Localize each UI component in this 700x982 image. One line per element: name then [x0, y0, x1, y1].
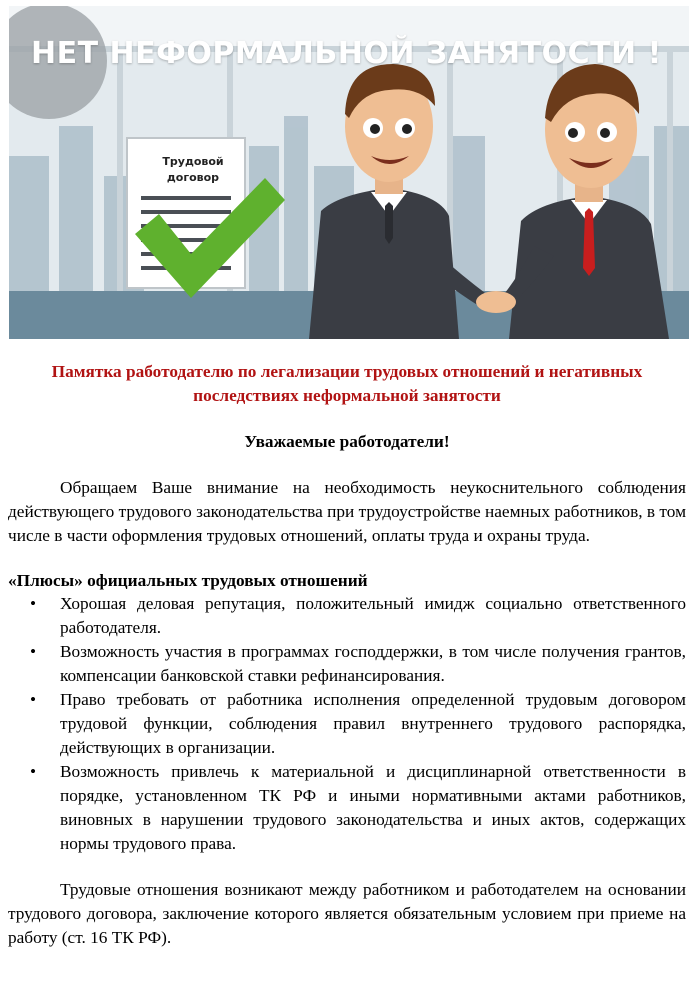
memo-title: Памятка работодателю по легализации трудовых отношений и негативных последствиях неформальной занятости: [51, 362, 643, 405]
list-item: [8, 760, 686, 856]
contract-document-label: Трудовой договор: [162, 155, 224, 184]
banner-title: НЕТ НЕФОРМАЛЬНОЙ ЗАНЯТОСТИ !: [31, 36, 662, 71]
list-item-text: Возможность привлечь к материальной и дисциплинарной ответственности в порядке, установленном ТК РФ и иными нормативными актами работников, виновных в нарушении трудового законодательства и иных актов, содержащих нормы трудового права.: [60, 762, 686, 853]
memo-content: [8, 360, 686, 950]
pluses-heading: «Плюсы» официальных трудовых отношений: [8, 571, 368, 590]
list-item: [8, 592, 686, 640]
pluses-list: [8, 592, 686, 856]
intro-paragraph: Обращаем Ваше внимание на необходимость неукоснительного соблюдения действующего трудового законодательства при трудоустройстве наемных работников, в том числе в части оформления трудовых отношений, оплаты труда и охраны труда.: [8, 478, 686, 545]
list-item-text: Право требовать от работника исполнения определенной трудовым договором трудовой функции, соблюдения правил внутреннего трудового распорядка, действующих в организации.: [60, 690, 686, 757]
banner-illustration: [9, 6, 689, 339]
bullet-icon: •: [30, 642, 37, 661]
list-item-text: Возможность участия в программах господдержки, в том числе получения грантов, компенсации банковской ставки рефинансирования.: [60, 642, 686, 685]
bullet-icon: •: [30, 762, 37, 781]
greeting: Уважаемые работодатели!: [244, 432, 450, 451]
list-item-text: Хорошая деловая репутация, положительный имидж социально ответственного работодателя.: [60, 594, 686, 637]
bullet-icon: •: [30, 594, 37, 613]
closing-paragraph: Трудовые отношения возникают между работником и работодателем на основании трудового договора, заключение которого является обязательным условием при приеме на работу (ст. 16 ТК РФ).: [8, 880, 686, 947]
bullet-icon: •: [30, 690, 37, 709]
list-item: [8, 688, 686, 760]
handshake-icon: [476, 291, 516, 313]
list-item: [8, 640, 686, 688]
